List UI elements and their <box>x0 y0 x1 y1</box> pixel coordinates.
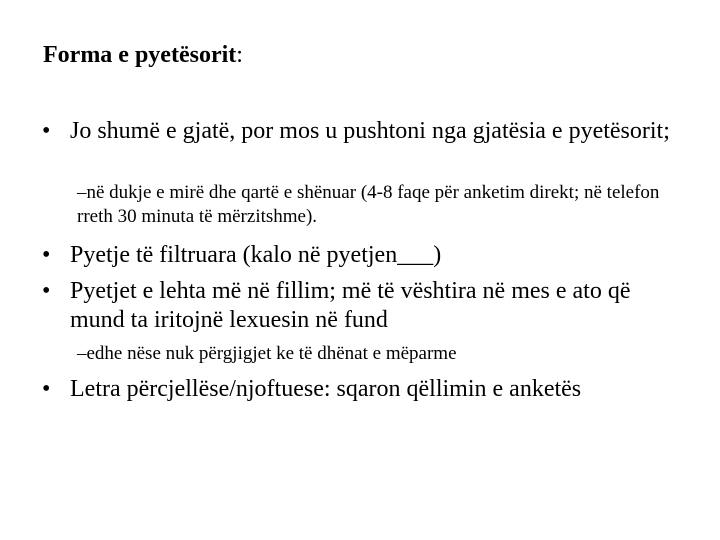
bullet-text: Letra përcjellëse/njoftuese: sqaron qëllimin e anketës <box>70 376 582 402</box>
bullet-text: Pyetjet e lehta më në fillim; më të vështira në mes e ato që mund ta iritojnë lexuesin në fund <box>70 278 631 333</box>
bullet-text: Pyetje të filtruara (kalo në pyetjen___) <box>70 242 442 268</box>
bullet-item <box>42 375 682 404</box>
bullet-text: Jo shumë e gjatë, por mos u pushtoni nga gjatësia e pyetësorit; <box>70 118 670 144</box>
sub-bullet-item: –edhe nëse nuk përgjigjet ke të dhënat e mëparme <box>77 343 457 364</box>
slide-title-text: Forma e pyetësorit <box>43 42 237 68</box>
bullet-dot-icon: • <box>42 278 51 304</box>
sub-bullet-item: –në dukje e mirë dhe qartë e shënuar (4-8 faqe për anketim direkt; në telefon rreth 30 minuta të mërzitshme). <box>77 182 660 227</box>
bullet-dot-icon: • <box>42 376 51 402</box>
bullet-item <box>42 241 682 270</box>
bullet-dot-icon: • <box>42 242 51 268</box>
bullet-dot-icon: • <box>42 118 51 144</box>
slide-title-colon: : <box>236 42 243 68</box>
bullet-item <box>42 277 682 335</box>
slide-title <box>43 40 243 70</box>
bullet-item <box>42 117 682 146</box>
